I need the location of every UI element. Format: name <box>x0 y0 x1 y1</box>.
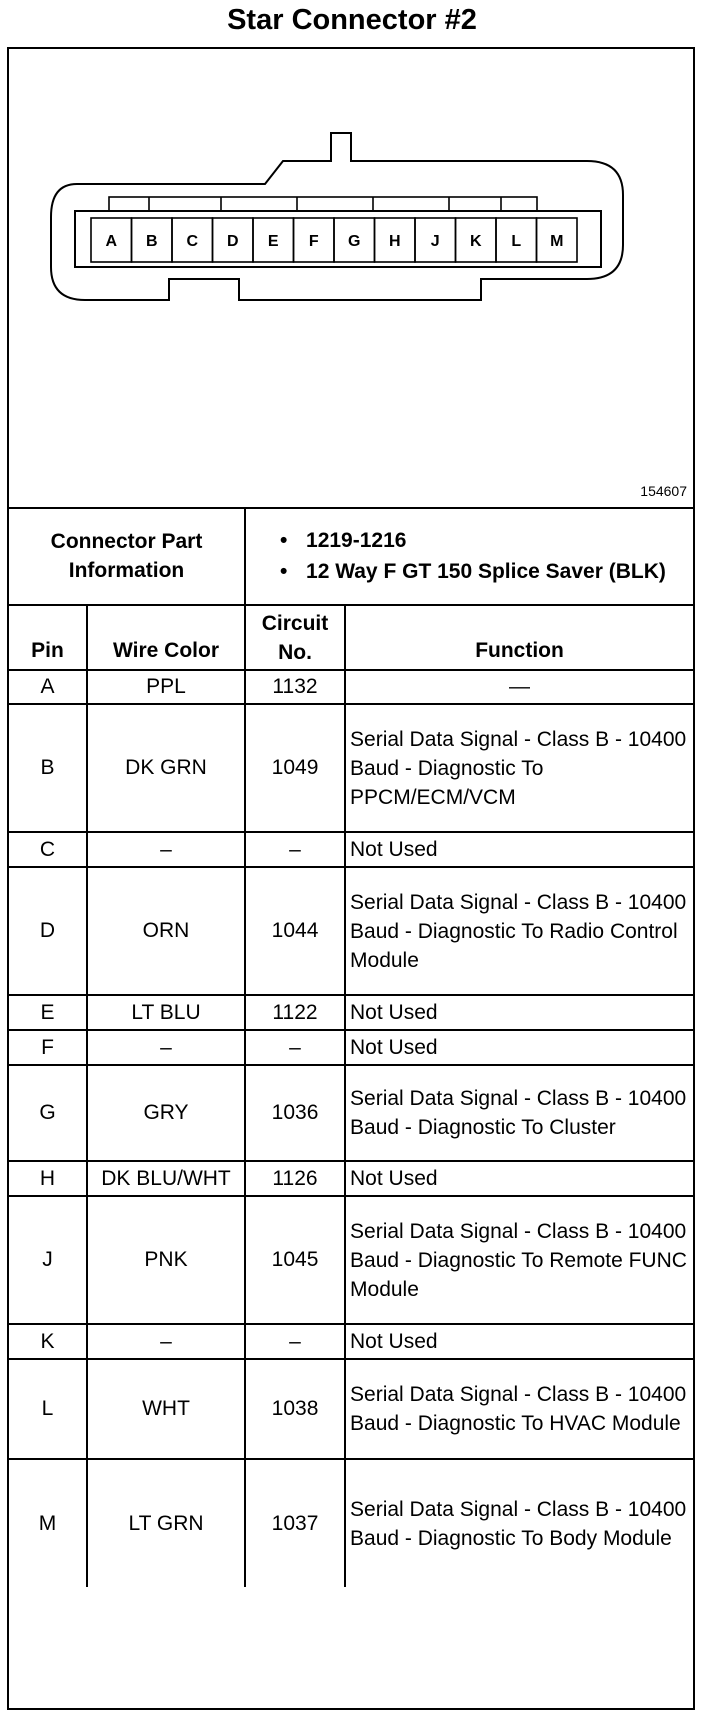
pin-label: B <box>145 233 158 250</box>
connector-info-list <box>246 517 693 595</box>
header-function: Function <box>345 605 693 670</box>
table-row <box>9 1030 693 1065</box>
function-cell: Serial Data Signal - Class B - 10400 Baud - Diagnostic To Body Module <box>345 1459 693 1587</box>
circuit-cell: 1122 <box>245 995 345 1030</box>
table-row <box>9 1459 693 1587</box>
function-cell: Not Used <box>345 995 693 1030</box>
connector-face-drawing <box>9 49 693 507</box>
pin-cell: B <box>9 704 87 832</box>
connector-info-row <box>9 507 693 605</box>
pin-cell: F <box>9 1030 87 1065</box>
wire-color-cell: – <box>87 1030 245 1065</box>
pin-label: M <box>550 233 564 250</box>
wire-color-cell: PNK <box>87 1196 245 1324</box>
wire-color-cell: – <box>87 1324 245 1359</box>
connector-document <box>7 47 695 1710</box>
wire-color-cell: DK BLU/WHT <box>87 1161 245 1196</box>
table-row <box>9 670 693 704</box>
pin-label: H <box>388 233 401 250</box>
pin-label: K <box>469 233 482 250</box>
page-title: Star Connector #2 <box>227 4 477 36</box>
figure-id: 154607 <box>640 483 687 499</box>
circuit-cell: 1049 <box>245 704 345 832</box>
connector-info-label: Connector Part Information <box>9 507 245 605</box>
wire-color-cell: GRY <box>87 1065 245 1161</box>
circuit-cell: 1132 <box>245 670 345 704</box>
wire-color-cell: DK GRN <box>87 704 245 832</box>
connector-info-item: • 12 Way F GT 150 Splice Saver (BLK) <box>280 556 693 587</box>
pin-label: D <box>226 233 239 250</box>
function-cell: Not Used <box>345 1161 693 1196</box>
pin-label: A <box>105 233 118 250</box>
wire-color-cell: LT BLU <box>87 995 245 1030</box>
function-cell: Not Used <box>345 1324 693 1359</box>
function-cell: Serial Data Signal - Class B - 10400 Baud - Diagnostic To Radio Control Module <box>345 867 693 995</box>
pin-label: F <box>308 233 319 250</box>
pin-label: C <box>186 233 199 250</box>
table-row <box>9 1359 693 1459</box>
circuit-cell: 1126 <box>245 1161 345 1196</box>
function-cell: Not Used <box>345 832 693 867</box>
function-cell: Serial Data Signal - Class B - 10400 Baud - Diagnostic To Remote FUNC Module <box>345 1196 693 1324</box>
table-row <box>9 1161 693 1196</box>
circuit-cell: – <box>245 1030 345 1065</box>
function-cell: Serial Data Signal - Class B - 10400 Baud - Diagnostic To HVAC Module <box>345 1359 693 1459</box>
wire-color-cell: PPL <box>87 670 245 704</box>
pin-label: G <box>348 233 361 250</box>
circuit-cell: 1036 <box>245 1065 345 1161</box>
header-circuit: Circuit No. <box>245 605 345 670</box>
function-cell: — <box>345 670 693 704</box>
pin-label: J <box>430 233 440 250</box>
pin-label: E <box>267 233 279 250</box>
circuit-cell: 1044 <box>245 867 345 995</box>
circuit-cell: – <box>245 1324 345 1359</box>
pin-cell: C <box>9 832 87 867</box>
pin-table <box>9 507 693 1587</box>
circuit-cell: 1045 <box>245 1196 345 1324</box>
header-pin: Pin <box>9 605 87 670</box>
pin-cell: M <box>9 1459 87 1587</box>
pin-label: L <box>511 233 522 250</box>
table-row <box>9 832 693 867</box>
circuit-cell: – <box>245 832 345 867</box>
circuit-cell: 1037 <box>245 1459 345 1587</box>
connector-info-cell <box>245 507 693 605</box>
table-row <box>9 995 693 1030</box>
function-cell: Serial Data Signal - Class B - 10400 Baud - Diagnostic To Cluster <box>345 1065 693 1161</box>
table-row <box>9 1324 693 1359</box>
pin-cell: K <box>9 1324 87 1359</box>
function-cell: Not Used <box>345 1030 693 1065</box>
function-cell: Serial Data Signal - Class B - 10400 Baud - Diagnostic To PPCM/ECM/VCM <box>345 704 693 832</box>
pin-cell: L <box>9 1359 87 1459</box>
pin-cell: H <box>9 1161 87 1196</box>
wire-color-cell: ORN <box>87 867 245 995</box>
table-row <box>9 704 693 832</box>
connector-info-item: • 1219-1216 <box>280 525 693 556</box>
pin-cell: E <box>9 995 87 1030</box>
pin-cell: G <box>9 1065 87 1161</box>
table-row <box>9 1196 693 1324</box>
wire-color-cell: – <box>87 832 245 867</box>
wire-color-cell: WHT <box>87 1359 245 1459</box>
wire-color-cell: LT GRN <box>87 1459 245 1587</box>
pin-cell: A <box>9 670 87 704</box>
table-header-row <box>9 605 693 670</box>
header-wire-color: Wire Color <box>87 605 245 670</box>
pin-cell: J <box>9 1196 87 1324</box>
circuit-cell: 1038 <box>245 1359 345 1459</box>
connector-diagram <box>9 49 693 509</box>
pin-cell: D <box>9 867 87 995</box>
table-row <box>9 1065 693 1161</box>
table-row <box>9 867 693 995</box>
